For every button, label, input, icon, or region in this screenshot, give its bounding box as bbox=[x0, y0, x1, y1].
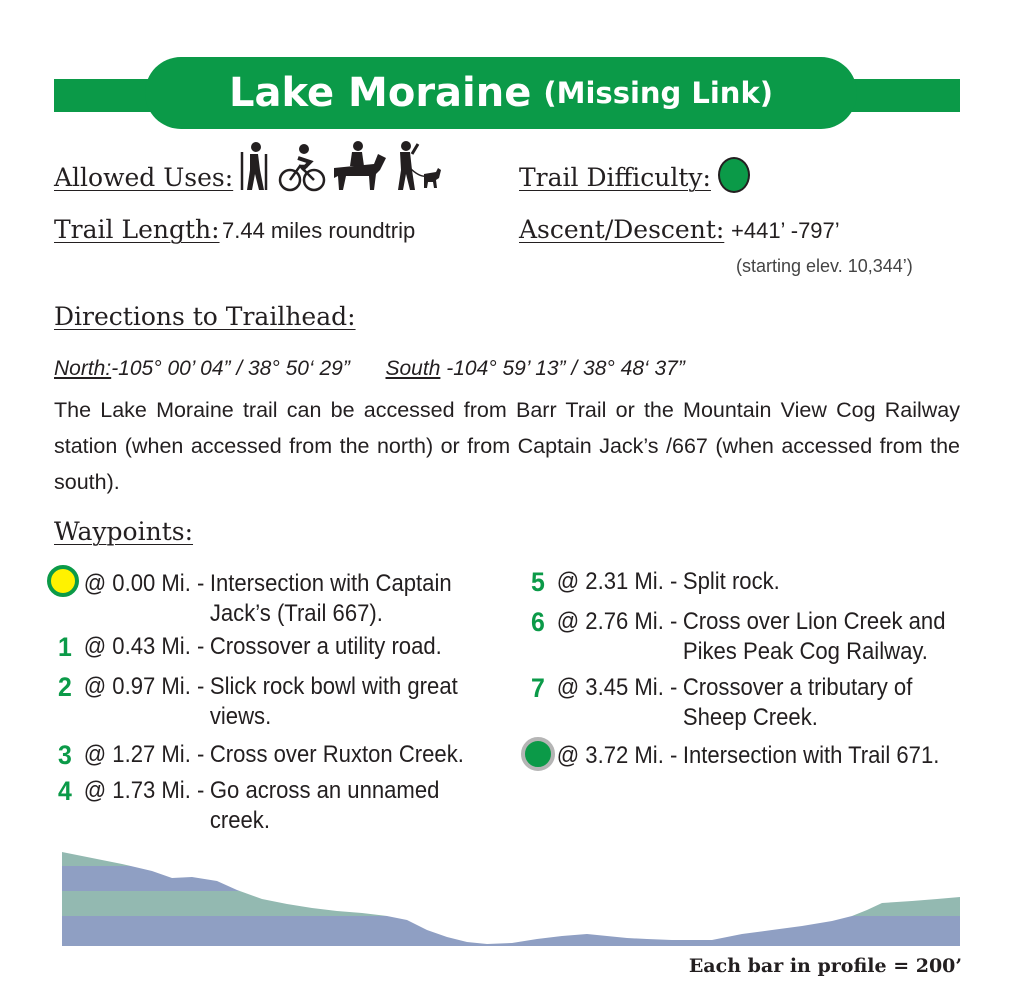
waypoint-distance: @ 3.45 Mi. - bbox=[556, 674, 678, 701]
waypoint-number bbox=[58, 569, 84, 629]
waypoint-description: Crossover a tributary of Sheep Creek. bbox=[682, 674, 913, 731]
north-coords: -105° 00’ 04” / 38° 50‘ 29” bbox=[111, 357, 350, 380]
allowed-uses-icons bbox=[238, 140, 443, 195]
ascent-descent-value: +441’ -797’ bbox=[731, 218, 840, 243]
page-title bbox=[145, 57, 857, 129]
directions-heading: Directions to Trailhead: bbox=[54, 302, 356, 331]
waypoint-description: Cross over Ruxton Creek. bbox=[209, 741, 464, 768]
waypoint-item bbox=[531, 607, 945, 667]
allowed-uses-label: Allowed Uses: bbox=[54, 163, 234, 192]
hiker-icon bbox=[242, 142, 266, 190]
waypoint-description: Slick rock bowl with great views. bbox=[209, 673, 458, 730]
waypoint-item bbox=[58, 569, 452, 629]
waypoint-item bbox=[58, 632, 442, 662]
waypoint-distance: @ 1.27 Mi. - bbox=[83, 741, 205, 768]
waypoint-number: 6 bbox=[531, 607, 545, 637]
horse-rider-icon bbox=[334, 141, 386, 190]
waypoint-distance: @ 2.76 Mi. - bbox=[556, 608, 678, 635]
waypoint-distance: @ 0.00 Mi. - bbox=[83, 570, 205, 597]
green-circle-icon bbox=[718, 157, 750, 193]
elevation-profile bbox=[62, 850, 960, 946]
waypoint-number: 3 bbox=[58, 740, 72, 770]
trail-length-label: Trail Length: bbox=[54, 215, 220, 244]
waypoint-description: Intersection with Trail 671. bbox=[682, 742, 940, 769]
bicycle-icon bbox=[280, 144, 324, 190]
profile-band bbox=[62, 850, 960, 866]
waypoint-item bbox=[531, 567, 780, 597]
waypoint-distance: @ 0.43 Mi. - bbox=[83, 633, 205, 660]
waypoint-description: Cross over Lion Creek and Pikes Peak Cog Railway. bbox=[682, 608, 946, 665]
waypoint-description: Crossover a utility road. bbox=[209, 633, 442, 660]
profile-band bbox=[62, 916, 960, 946]
trailhead-coordinates bbox=[54, 357, 685, 381]
trail-difficulty-label: Trail Difficulty: bbox=[519, 163, 711, 192]
waypoint-item bbox=[531, 673, 912, 733]
directions-text: The Lake Moraine trail can be accessed from Barr Trail or the Mountain View Cog Railway station (when accessed from the north) or from Captain Jack’s /667 (when accessed from the south). bbox=[54, 398, 960, 494]
waypoints-heading: Waypoints: bbox=[54, 517, 194, 546]
waypoint-item bbox=[58, 672, 458, 732]
waypoint-number: 2 bbox=[58, 672, 72, 702]
waypoint-description: Split rock. bbox=[682, 568, 780, 595]
waypoint-distance: @ 2.31 Mi. - bbox=[556, 568, 678, 595]
waypoint-item bbox=[58, 776, 439, 836]
title-main: Lake Moraine bbox=[228, 70, 532, 116]
waypoint-number: 7 bbox=[531, 673, 545, 703]
starting-elevation-note: (starting elev. 10,344’) bbox=[736, 256, 913, 276]
dog-walker-icon bbox=[398, 141, 441, 190]
waypoint-description: Intersection with Captain Jack’s (Trail 667). bbox=[209, 570, 452, 627]
waypoint-item bbox=[58, 740, 464, 770]
profile-band bbox=[62, 866, 960, 891]
waypoint-distance: @ 1.73 Mi. - bbox=[83, 777, 205, 804]
south-label: South bbox=[385, 357, 441, 380]
profile-band bbox=[62, 891, 960, 916]
waypoint-description: Go across an unnamed creek. bbox=[209, 777, 440, 834]
waypoint-number: 4 bbox=[58, 776, 72, 806]
waypoint-number: 1 bbox=[58, 632, 72, 662]
ascent-descent-label: Ascent/Descent: bbox=[519, 215, 725, 244]
waypoint-distance: @ 3.72 Mi. - bbox=[556, 742, 678, 769]
profile-bands bbox=[62, 850, 960, 946]
north-label: North: bbox=[54, 357, 112, 380]
waypoint-number: 5 bbox=[531, 567, 545, 597]
title-sub: (Missing Link) bbox=[543, 76, 773, 110]
waypoint-distance: @ 0.97 Mi. - bbox=[83, 673, 205, 700]
profile-scale-note: Each bar in profile = 200’ bbox=[688, 955, 962, 977]
waypoint-number bbox=[531, 741, 557, 771]
waypoint-item bbox=[531, 741, 939, 771]
south-coords: -104° 59’ 13” / 38° 48‘ 37” bbox=[446, 357, 685, 380]
trail-length-value: 7.44 miles roundtrip bbox=[222, 218, 416, 243]
